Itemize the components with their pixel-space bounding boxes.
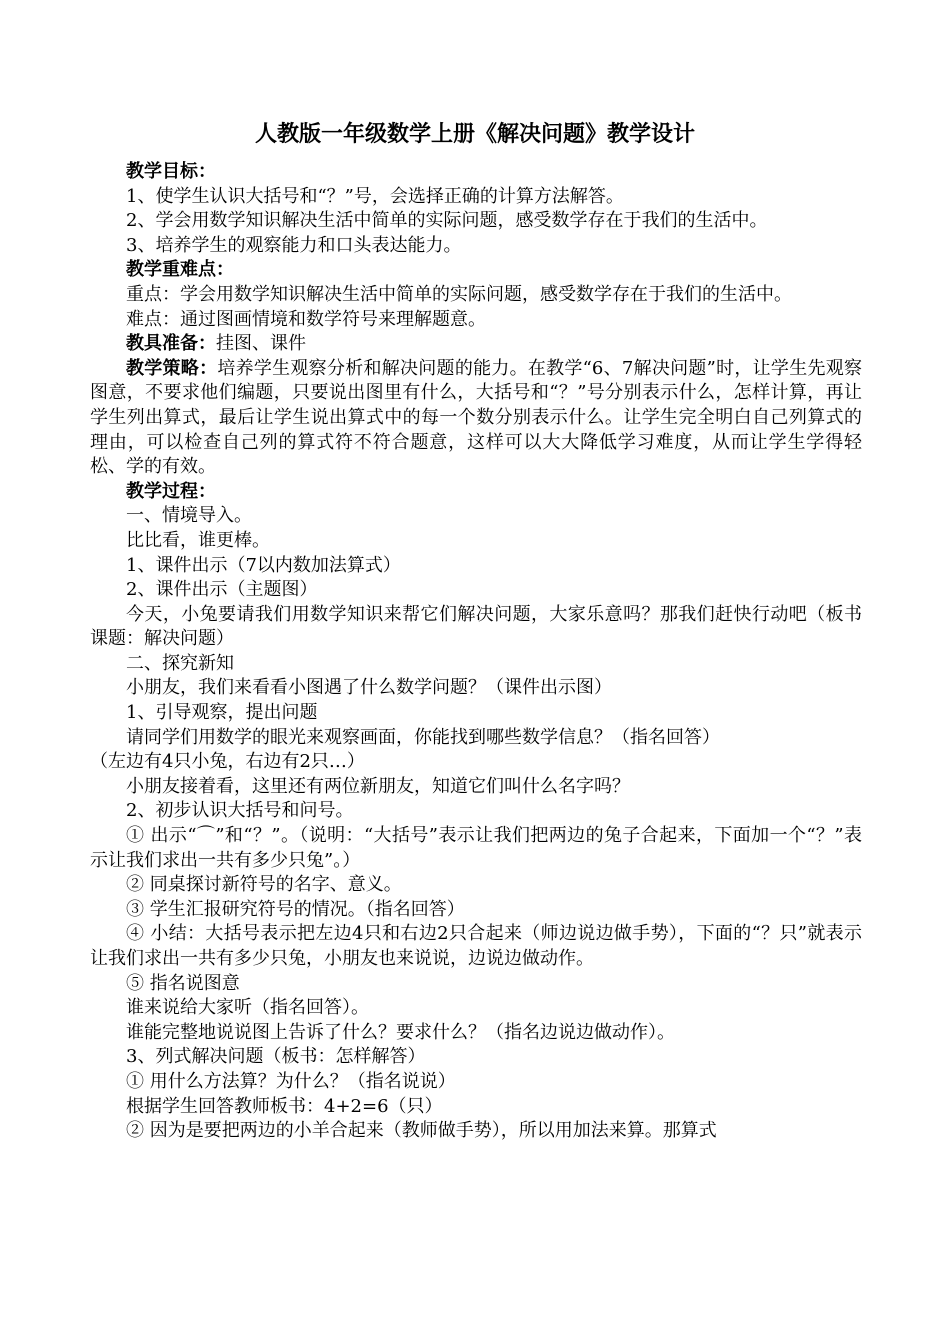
process-line: ② 因为是要把两边的小羊合起来（教师做手势），所以用加法来算。那算式 bbox=[126, 1120, 717, 1142]
process-line: 根据学生回答教师板书：4+2=6（只） bbox=[126, 1095, 443, 1117]
process-heading: 教学过程： bbox=[126, 480, 216, 502]
strategy-text: 培养学生观察分析和解决问题的能力。在教学“6、7解决问题”时，让学生先观察图意，不要求他们编题，只要说出图里有什么，大括号和“？”号分别表示什么，怎样计算，再让学生列出算式，最后让学生说出算式中的每一个数分别表示什么。让学生完全明白自己列算式的理由，可以检查自己列的算式符不符合题意，这样可以大大降低学习难度，从而让学生学得轻松、学的有效。 bbox=[90, 357, 863, 478]
process-line: ③ 学生汇报研究符号的情况。（指名回答） bbox=[126, 898, 465, 920]
tools-text: 挂图、课件 bbox=[216, 333, 306, 355]
strategy-label: 教学策略： bbox=[126, 357, 218, 379]
process-line: 1、课件出示（7以内数加法算式） bbox=[126, 554, 401, 576]
process-line: ⑤ 指名说图意 bbox=[126, 972, 240, 994]
tools-paragraph bbox=[90, 332, 862, 357]
goals-heading: 教学目标： bbox=[126, 161, 216, 182]
process-line: 2、初步认识大括号和问号。 bbox=[126, 800, 354, 822]
process-line: 2、课件出示（主题图） bbox=[126, 579, 318, 601]
process-line: 小朋友接着看，这里还有两位新朋友，知道它们叫什么名字吗？ bbox=[126, 775, 630, 797]
process-line: ② 同桌探讨新符号的名字、意义。 bbox=[126, 874, 402, 896]
process-line: 一、情境导入。 bbox=[126, 505, 252, 527]
goal-item: 2、学会用数学知识解决生活中简单的实际问题，感受数学存在于我们的生活中。 bbox=[126, 210, 768, 232]
process-line: ④ 小结：大括号表示把左边4只和右边2只合起来（师边说边做手势），下面的“？只”就表示让我们求出一共有多少只兔，小朋友也来说说，边说边做动作。 bbox=[90, 923, 862, 969]
tools-label: 教具准备： bbox=[126, 333, 216, 355]
strategy-paragraph bbox=[90, 357, 862, 480]
process-line: 比比看，谁更棒。 bbox=[126, 529, 270, 551]
process-line: 1、引导观察，提出问题 bbox=[126, 702, 318, 724]
process-line: 谁来说给大家听（指名回答）。 bbox=[126, 997, 369, 1019]
process-line: ① 出示“⌒”和“？”。（说明：“大括号”表示让我们把两边的兔子合起来，下面加一个“？”表示让我们求出一共有多少只兔”。） bbox=[90, 825, 862, 871]
key-point: 重点：学会用数学知识解决生活中简单的实际问题，感受数学存在于我们的生活中。 bbox=[126, 283, 792, 305]
process-line: 谁能完整地说说图上告诉了什么？要求什么？（指名边说边做动作）。 bbox=[126, 1021, 675, 1043]
process-line: （左边有4只小兔，右边有2只…） bbox=[90, 751, 365, 773]
goal-item: 1、使学生认识大括号和“？”号，会选择正确的计算方法解答。 bbox=[126, 185, 624, 207]
process-line: 3、列式解决问题（板书：怎样解答） bbox=[126, 1046, 426, 1068]
difficulty-point: 难点：通过图画情境和数学符号来理解题意。 bbox=[126, 308, 486, 330]
process-line: 二、探究新知 bbox=[126, 652, 234, 674]
document-body bbox=[90, 160, 862, 1144]
process-line: 今天，小兔要请我们用数学知识来帮它们解决问题，大家乐意吗？那我们赶快行动吧（板书课题：解决问题） bbox=[90, 603, 862, 650]
goal-item: 3、培养学生的观察能力和口头表达能力。 bbox=[126, 234, 462, 256]
key-difficulty-heading: 教学重难点： bbox=[126, 259, 234, 281]
document-title: 人教版一年级数学上册《解决问题》教学设计 bbox=[254, 122, 695, 147]
process-line: 小朋友，我们来看看小图遇了什么数学问题？（课件出示图） bbox=[126, 677, 612, 699]
process-line: 请同学们用数学的眼光来观察画面，你能找到哪些数学信息？（指名回答） bbox=[126, 726, 720, 748]
process-line: ① 用什么方法算？为什么？（指名说说） bbox=[126, 1070, 456, 1092]
